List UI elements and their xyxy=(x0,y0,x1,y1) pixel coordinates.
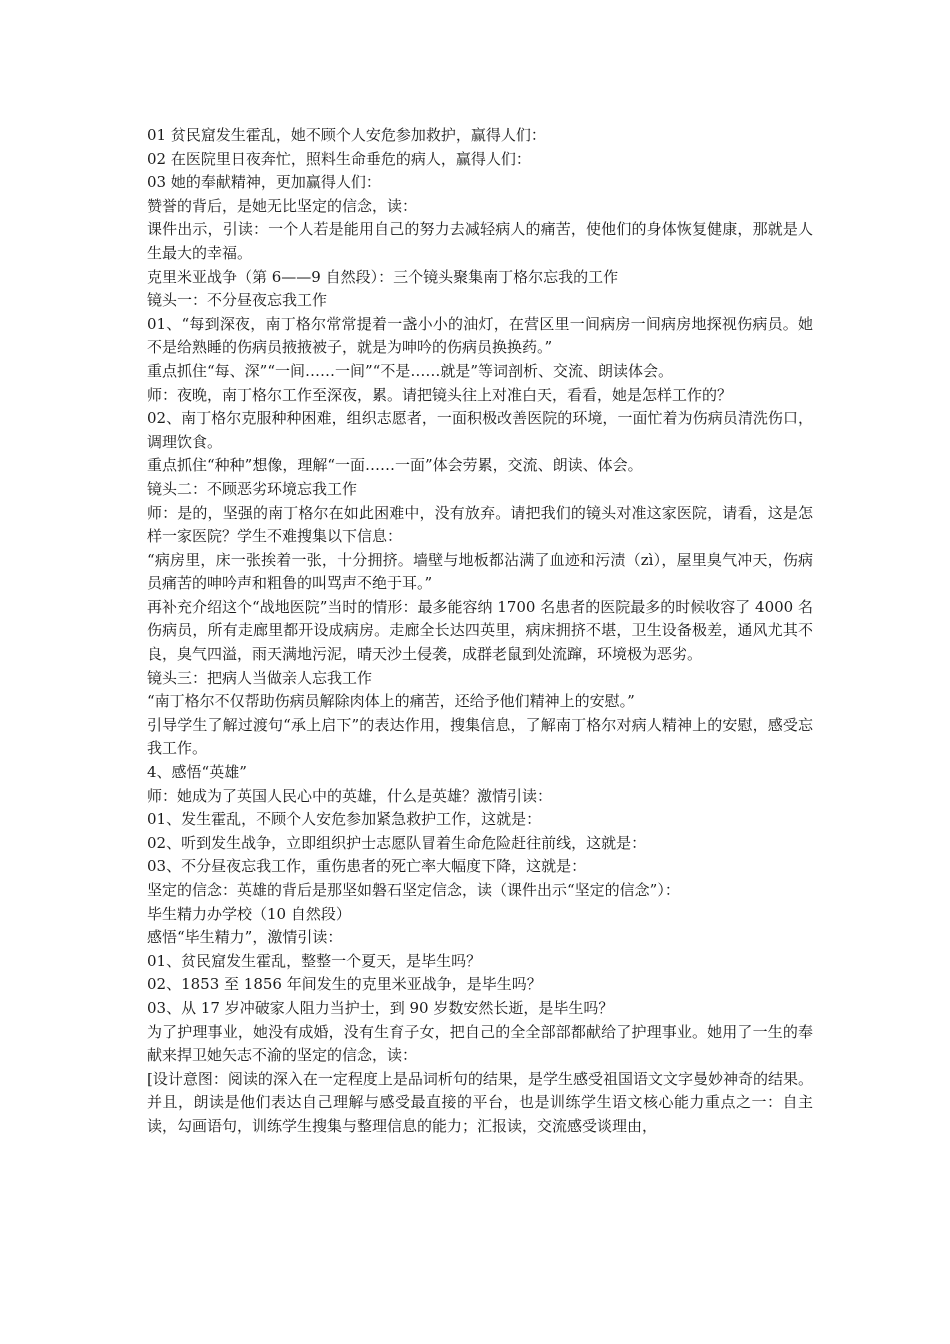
paragraph: 03、从 17 岁冲破家人阻力当护士，到 90 岁数安然长逝，是毕生吗？ xyxy=(147,998,614,1017)
section-heading: 克里米亚战争（第 6——9 自然段）：三个镜头聚集南丁格尔忘我的工作 xyxy=(147,267,619,286)
paragraph: 02、南丁格尔克服种种困难，组织志愿者，一面积极改善医院的环境，一面忙着为伤病员清洗伤口，调理饮食。 xyxy=(147,409,813,451)
paragraph: 引导学生了解过渡句“承上启下”的表达作用，搜集信息，了解南丁格尔对病人精神上的安慰，感受忘我工作。 xyxy=(147,715,813,758)
paragraph: 重点抓住“种种”想像，理解“一面……一面”体会劳累，交流、朗读、体会。 xyxy=(147,456,643,475)
paragraph: 坚定的信念：英雄的背后是那坚如磐石坚定信念，读（课件出示“坚定的信念”）： xyxy=(147,881,680,899)
paragraph: 课件出示，引读：一个人若是能用自己的努力去减轻病人的痛苦，使他们的身体恢复健康，那就是人生最大的幸福。 xyxy=(147,220,813,262)
paragraph: 再补充介绍这个“战地医院”当时的情形：最多能容纳 1700 名患者的医院最多的时候收容了 4000 名伤病员，所有走廊里都开设成病房。走廊全长达四英里，病床拥挤不堪，卫生设备极差，通风尤其不良，臭气四溢，雨天满地污泥，晴天沙土侵袭，成群老鼠到处流蹿，环境极为恶劣。 xyxy=(147,597,813,664)
paragraph: 为了护理事业，她没有成婚，没有生育子女，把自己的全全部部都献给了护理事业。她用了一生的奉献来捍卫她矢志不渝的坚定的信念，读： xyxy=(147,1022,813,1065)
paragraph: 02、听到发生战争，立即组织护士志愿队冒着生命危险赶往前线，这就是： xyxy=(147,833,647,852)
paragraph: 重点抓住“每、深”“一间……一间”“不是……就是”等词剖析、交流、朗读体会。 xyxy=(147,361,674,380)
paragraph: 师：她成为了英国人民心中的英雄，什么是英雄？激情引读： xyxy=(147,786,553,805)
paragraph: 02、1853 至 1856 年间发生的克里米亚战争，是毕生吗？ xyxy=(147,975,542,994)
quote-paragraph: “病房里，床一张挨着一张，十分拥挤。墙壁与地板都沾满了血迹和污渍（zì），屋里臭气冲天，伤病员痛苦的呻吟声和粗鲁的叫骂声不绝于耳。” xyxy=(147,550,813,593)
paragraph: 01、“每到深夜，南丁格尔常常提着一盏小小的油灯，在营区里一间病房一间病房地探视伤病员。她不是给熟睡的伤病员掖掖被子，就是为呻吟的伤病员换换药。” xyxy=(147,314,813,357)
paragraph: 01、贫民窟发生霍乱，整整一个夏天，是毕生吗？ xyxy=(147,951,482,970)
paragraph: 师：是的，坚强的南丁格尔在如此困难中，没有放弃。请把我们的镜头对准这家医院，请看，这是怎样一家医院？学生不难搜集以下信息： xyxy=(147,503,813,546)
section-heading: 4、感悟“英雄” xyxy=(147,763,247,782)
quote-paragraph: “南丁格尔不仅帮助伤病员解除肉体上的痛苦，还给予他们精神上的安慰。” xyxy=(147,692,635,711)
subheading: 镜头三：把病人当做亲人忘我工作 xyxy=(147,668,373,687)
paragraph: 赞誉的背后，是她无比坚定的信念，读： xyxy=(147,196,418,215)
paragraph: 02 在医院里日夜奔忙，照料生命垂危的病人，赢得人们： xyxy=(147,149,531,168)
paragraph: 01、发生霍乱，不顾个人安危参加紧急救护工作，这就是： xyxy=(147,810,542,829)
design-intent-paragraph: [设计意图：阅读的深入在一定程度上是品词析句的结果，是学生感受祖国语文文字曼妙神奇的结果。并且，朗读是他们表达自己理解与感受最直接的平台，也是训练学生语文核心能力重点之一：自主读，勾画语句，训练学生搜集与整理信息的能力；汇报读，交流感受谈理由， xyxy=(147,1069,813,1135)
paragraph: 01 贫民窟发生霍乱，她不顾个人安危参加救护，赢得人们： xyxy=(147,126,546,144)
subheading: 镜头一：不分昼夜忘我工作 xyxy=(147,291,328,310)
paragraph: 03、不分昼夜忘我工作，重伤患者的死亡率大幅度下降，这就是： xyxy=(147,857,587,876)
paragraph: 感悟“毕生精力”，激情引读： xyxy=(147,928,343,947)
document-page xyxy=(147,124,813,1139)
subheading: 镜头二：不顾恶劣环境忘我工作 xyxy=(147,479,358,498)
section-heading: 毕生精力办学校（10 自然段） xyxy=(147,904,351,923)
paragraph: 03 她的奉献精神，更加赢得人们： xyxy=(147,173,381,192)
paragraph: 师：夜晚，南丁格尔工作至深夜，累。请把镜头往上对准白天，看看，她是怎样工作的？ xyxy=(147,385,733,404)
